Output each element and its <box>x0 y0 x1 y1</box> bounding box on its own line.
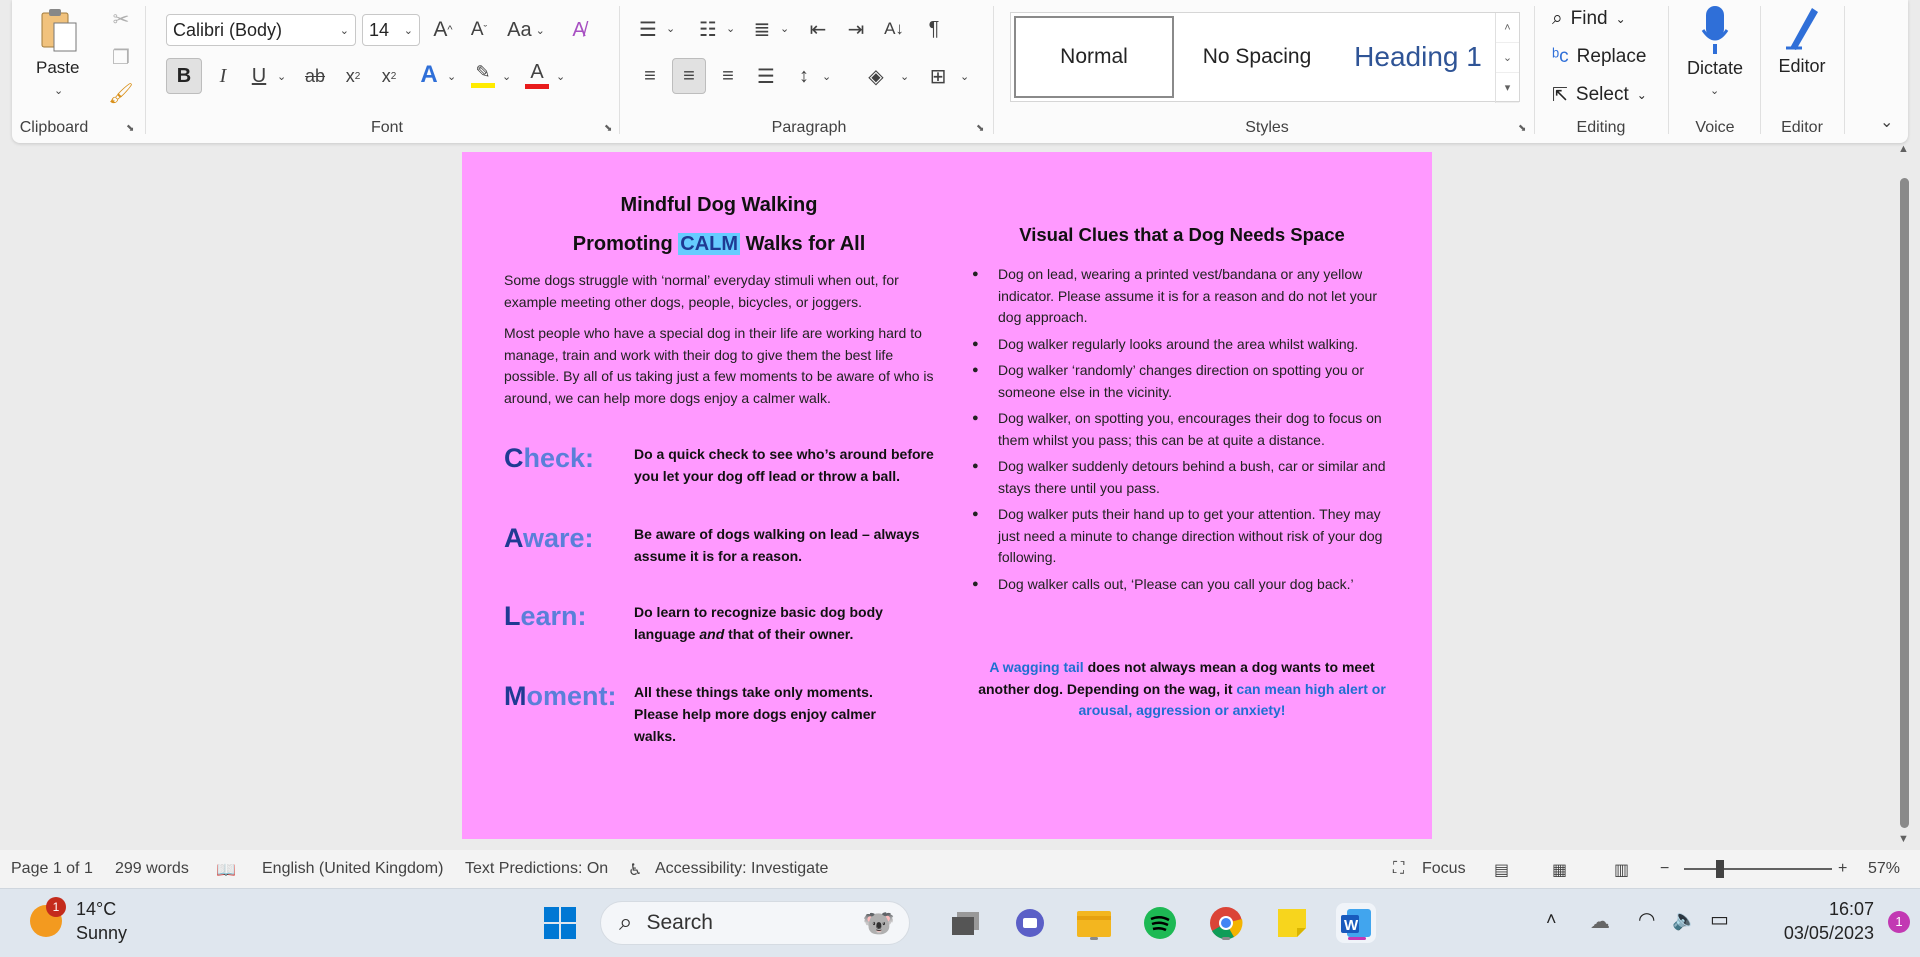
web-layout-icon[interactable]: ▥ <box>1614 862 1630 879</box>
acronym-letter: L <box>504 601 521 631</box>
acronym-check-desc: Do a quick check to see who’s around before you let your dog off lead or throw a ball. <box>634 446 934 484</box>
onedrive-icon[interactable]: ☁ <box>1590 911 1610 933</box>
svg-text:W: W <box>1344 917 1359 934</box>
volume-icon[interactable]: 🔈 <box>1672 909 1697 931</box>
acronym-letter: A <box>504 523 524 553</box>
styles-launcher-icon[interactable]: ⬊ <box>1518 123 1527 134</box>
cut-icon[interactable]: ✂ <box>112 8 130 31</box>
list-item: ● Dog walker suddenly detours behind a bush, car or similar and stays there until you pass. <box>972 456 1392 499</box>
wag-highlight-1: A wagging tail <box>989 659 1084 675</box>
zoom-out-icon[interactable]: − <box>1660 860 1670 877</box>
font-size-combo[interactable] <box>362 14 420 46</box>
document-page[interactable] <box>462 152 1432 839</box>
word-count[interactable]: 299 words <box>115 860 189 877</box>
list-item: ● Dog walker, on spotting you, encourages their dog to focus on them whilst you pass; this can be at quite a distance. <box>972 408 1392 451</box>
font-launcher-icon[interactable]: ⬊ <box>604 123 613 134</box>
font-family-value: Calibri (Body) <box>173 19 283 40</box>
underline-dropdown-icon[interactable]: ⌄ <box>277 71 287 83</box>
shrink-font-icon[interactable]: A ˇ <box>470 19 488 40</box>
spotify-icon[interactable] <box>1140 903 1180 943</box>
decrease-indent-icon[interactable]: ⇤ <box>809 18 827 41</box>
list-item: ● Dog walker ‘randomly’ changes direction on spotting you or someone else in the vicinity. <box>972 360 1392 403</box>
sticky-notes-icon[interactable] <box>1272 903 1312 943</box>
style-normal[interactable]: Normal <box>1014 16 1174 98</box>
separator <box>1844 6 1845 134</box>
acronym-moment-desc: All these things take only moments. Please help more dogs enjoy calmer walks. <box>634 684 876 744</box>
read-mode-icon[interactable]: ▤ <box>1494 862 1510 879</box>
learn-desc-post: that of their owner. <box>724 626 854 642</box>
format-painter-icon[interactable]: 🖌 <box>108 82 134 105</box>
clipboard-group <box>12 0 144 143</box>
dictate-label[interactable]: Dictate <box>1686 58 1744 78</box>
chevron-down-icon[interactable]: ⌄ <box>1496 43 1519 73</box>
doc-subtitle <box>504 233 934 256</box>
chevron-up-icon[interactable]: ˄ <box>1546 909 1557 929</box>
separator <box>993 6 994 134</box>
clipboard-launcher-icon[interactable]: ⬊ <box>126 123 135 134</box>
collapse-ribbon-icon[interactable]: ⌄ <box>1880 114 1894 131</box>
editing-group <box>1536 0 1666 143</box>
styles-group <box>998 0 1536 143</box>
accessibility-icon[interactable]: ♿ <box>628 862 643 879</box>
zoom-slider-thumb[interactable] <box>1716 860 1724 878</box>
align-center-icon[interactable]: ≡ <box>672 58 706 94</box>
right-column <box>972 224 1392 722</box>
teams-chat-icon[interactable] <box>1010 903 1050 943</box>
wagging-tail-note <box>972 657 1392 722</box>
chevron-down-icon: ⌄ <box>339 24 349 37</box>
notification-badge[interactable]: 1 <box>1888 911 1910 933</box>
acronym-rest: earn: <box>520 601 587 631</box>
select-label: Select <box>1575 84 1629 105</box>
ribbon <box>12 0 1908 143</box>
windows-start-icon[interactable] <box>540 903 580 943</box>
running-indicator <box>1222 937 1230 940</box>
doc-title: Mindful Dog Walking <box>620 194 818 216</box>
shading-dropdown-icon[interactable]: ⌄ <box>900 71 910 83</box>
chevron-up-icon[interactable]: ˄ <box>1496 13 1519 43</box>
highlight-dropdown-icon[interactable]: ⌄ <box>502 71 512 83</box>
search-icon: ⌕ <box>619 909 633 936</box>
intro-paragraph-2: Most people who have a special dog in their life are working hard to manage, train and work with their dog to give them the best life possible. By all of us taking just a few moments to be aware of who is around, we can help more dogs enjoy a calmer walk. <box>504 325 934 406</box>
paste-dropdown-icon[interactable]: ⌄ <box>54 85 64 97</box>
paragraph-group <box>624 0 994 143</box>
list-item: ● Dog walker calls out, ‘Please can you call your dog back.’ <box>972 574 1392 596</box>
weather-badge: 1 <box>46 897 66 917</box>
italic-button[interactable]: I <box>219 64 227 87</box>
font-size-value: 14 <box>369 19 390 40</box>
page-count[interactable]: Page 1 of 1 <box>11 860 93 877</box>
underline-button[interactable]: U <box>251 64 267 87</box>
list-item: ● Dog walker regularly looks around the area whilst walking. <box>972 334 1392 356</box>
language[interactable]: English (United Kingdom) <box>262 860 444 877</box>
find-label: Find <box>1570 8 1608 29</box>
increase-indent-icon[interactable]: ⇥ <box>847 18 865 41</box>
left-column <box>504 194 934 773</box>
align-right-icon[interactable]: ≡ <box>722 64 734 87</box>
separator <box>1760 6 1761 134</box>
scroll-down-icon[interactable]: ▼ <box>1898 833 1909 845</box>
grow-font-icon[interactable]: A ^ <box>433 18 453 41</box>
editor-label[interactable]: Editor <box>1778 56 1826 76</box>
print-layout-icon[interactable]: ▦ <box>1552 862 1568 879</box>
right-heading: Visual Clues that a Dog Needs Space <box>1019 224 1345 245</box>
search-icon: ⌕ <box>1552 8 1563 29</box>
wag-text: does not always mean a dog wants to meet another dog. Depending on the wag, it <box>978 659 1375 697</box>
focus-label[interactable]: Focus <box>1422 860 1466 877</box>
separator <box>1668 6 1669 134</box>
editor-pen-icon[interactable] <box>1780 2 1824 54</box>
running-indicator <box>1090 937 1098 940</box>
separator <box>619 6 620 134</box>
cursor-icon: ⇱ <box>1552 84 1568 106</box>
taskbar <box>0 888 1920 957</box>
text-effects-icon[interactable]: A <box>420 61 438 88</box>
strikethrough-button[interactable]: ab <box>304 65 326 86</box>
acronym-rest: heck: <box>523 443 595 473</box>
task-view-icon[interactable] <box>946 903 986 943</box>
chevron-down-icon: ⌄ <box>1615 12 1626 26</box>
voice-group-label: Voice <box>1695 119 1735 136</box>
text-predictions[interactable]: Text Predictions: On <box>465 860 609 877</box>
justify-icon[interactable]: ☰ <box>757 65 775 88</box>
clipboard-group-label: Clipboard <box>19 119 89 136</box>
scroll-up-icon[interactable]: ▲ <box>1898 143 1909 155</box>
learn-desc-em: and <box>699 626 725 642</box>
clock-time[interactable]: 16:07 <box>1828 899 1874 919</box>
acronym-rest: ware: <box>523 523 594 553</box>
weather-temp[interactable]: 14°C <box>76 899 117 919</box>
shading-icon[interactable]: ◈ <box>868 65 884 88</box>
bullets-icon[interactable]: ☰ <box>639 18 657 41</box>
acronym-letter: M <box>504 681 527 711</box>
acronym-letter: C <box>504 443 524 473</box>
paragraph-group-label: Paragraph <box>771 119 847 136</box>
sort-icon[interactable]: A↓ <box>884 19 904 38</box>
chrome-icon[interactable] <box>1206 903 1246 943</box>
more-styles-icon[interactable]: ▾ <box>1496 73 1519 103</box>
wifi-icon[interactable]: ◠ <box>1638 909 1656 931</box>
paste-icon[interactable] <box>34 4 84 56</box>
microphone-icon[interactable] <box>1698 2 1732 58</box>
separator <box>1534 6 1535 134</box>
paragraph-launcher-icon[interactable]: ⬊ <box>976 123 985 134</box>
koala-icon: 🐨 <box>862 907 895 938</box>
acronym-rest: oment: <box>526 681 617 711</box>
replace-icon: ᵇc <box>1552 46 1569 67</box>
line-spacing-dropdown-icon[interactable]: ⌄ <box>822 71 832 83</box>
change-case-button[interactable]: Aa ⌄ <box>507 18 545 41</box>
acronym-aware <box>504 523 594 554</box>
search-label: Search <box>646 911 713 934</box>
weather-desc[interactable]: Sunny <box>76 923 128 943</box>
focus-icon[interactable]: ⛶ <box>1393 860 1405 877</box>
subtitle-pre: Promoting <box>572 233 679 255</box>
word-app-icon[interactable] <box>1336 903 1376 943</box>
clear-formatting-icon[interactable]: A̸ <box>572 18 586 41</box>
copy-icon[interactable]: ❐ <box>112 46 130 69</box>
borders-dropdown-icon[interactable]: ⌄ <box>960 71 970 83</box>
replace-label: Replace <box>1576 46 1647 67</box>
line-spacing-icon[interactable]: ↕ <box>799 64 809 87</box>
editor-group <box>1762 0 1842 143</box>
clues-list <box>972 264 1392 595</box>
bold-button[interactable]: B <box>166 58 202 94</box>
multilevel-dropdown-icon[interactable]: ⌄ <box>780 23 790 35</box>
list-item: ● Dog walker puts their hand up to get your attention. They may just need a minute to change direction without risk of your dog following. <box>972 504 1392 569</box>
intro-paragraph-1: Some dogs struggle with ‘normal’ everyday stimuli when out, for example meeting other dogs, people, bicycles, or joggers. <box>504 272 899 310</box>
acronym-learn <box>504 601 587 632</box>
proofing-icon[interactable]: 📖 <box>216 862 236 879</box>
vertical-scrollbar[interactable] <box>1896 143 1912 850</box>
dictate-dropdown-icon[interactable]: ⌄ <box>1710 85 1720 97</box>
paste-label[interactable]: Paste <box>36 58 80 77</box>
show-formatting-icon[interactable]: ¶ <box>928 17 940 40</box>
status-bar <box>0 850 1920 888</box>
multilevel-list-icon[interactable]: ≣ <box>753 18 771 41</box>
align-left-icon[interactable]: ≡ <box>644 64 656 87</box>
acronym-aware-desc: Be aware of dogs walking on lead – always assume it is for a reason. <box>634 526 920 564</box>
text-effects-dropdown-icon[interactable]: ⌄ <box>447 71 457 83</box>
editor-group-label: Editor <box>1781 119 1823 136</box>
file-explorer-icon[interactable] <box>1074 903 1114 943</box>
zoom-slider[interactable] <box>1684 868 1832 870</box>
subtitle-calm: CALM <box>680 233 739 255</box>
borders-icon[interactable]: ⊞ <box>929 65 947 88</box>
font-group <box>152 0 622 143</box>
wag-highlight-2: can mean high alert or arousal, aggression or anxiety! <box>1078 680 1386 718</box>
scroll-thumb[interactable] <box>1900 178 1909 828</box>
taskbar-search[interactable] <box>600 901 910 945</box>
font-group-label: Font <box>370 119 403 136</box>
acronym-moment <box>504 681 617 712</box>
accessibility-status[interactable]: Accessibility: Investigate <box>655 860 829 877</box>
editing-group-label: Editing <box>1576 119 1626 136</box>
chevron-down-icon: ⌄ <box>403 24 413 37</box>
acronym-check <box>504 443 594 474</box>
subscript-button[interactable]: x 2 <box>345 65 361 86</box>
battery-icon[interactable]: ▭ <box>1710 909 1729 931</box>
voice-group <box>1670 0 1760 143</box>
bullets-dropdown-icon[interactable]: ⌄ <box>666 23 676 35</box>
active-indicator <box>1348 937 1366 940</box>
styles-group-label: Styles <box>1245 119 1289 136</box>
superscript-button[interactable]: x 2 <box>381 65 397 86</box>
list-item: ● Dog on lead, wearing a printed vest/bandana or any yellow indicator. Please assume it is for a reason and do not let your dog approach. <box>972 264 1392 329</box>
change-case-label: Aa <box>507 18 532 41</box>
zoom-level[interactable]: 57% <box>1868 860 1901 877</box>
zoom-in-icon[interactable]: + <box>1838 860 1848 877</box>
highlight-color-icon[interactable]: ✎ <box>468 58 498 92</box>
font-family-combo[interactable] <box>166 14 356 46</box>
font-color-icon[interactable]: A <box>522 58 552 92</box>
numbering-icon[interactable]: ☷ <box>699 18 717 41</box>
style-heading-1[interactable]: Heading 1 <box>1354 41 1482 72</box>
clock-date[interactable]: 03/05/2023 <box>1783 923 1874 943</box>
separator <box>145 6 146 134</box>
acronym-list <box>504 443 934 773</box>
style-no-spacing[interactable]: No Spacing <box>1202 45 1312 68</box>
acronym-learn-desc <box>634 601 944 645</box>
learn-desc-pre: Do learn to recognize basic dog body language <box>634 604 883 642</box>
numbering-dropdown-icon[interactable]: ⌄ <box>726 23 736 35</box>
subtitle-post: Walks for All <box>740 233 866 255</box>
font-color-dropdown-icon[interactable]: ⌄ <box>556 71 566 83</box>
chevron-down-icon: ⌄ <box>1636 88 1647 102</box>
